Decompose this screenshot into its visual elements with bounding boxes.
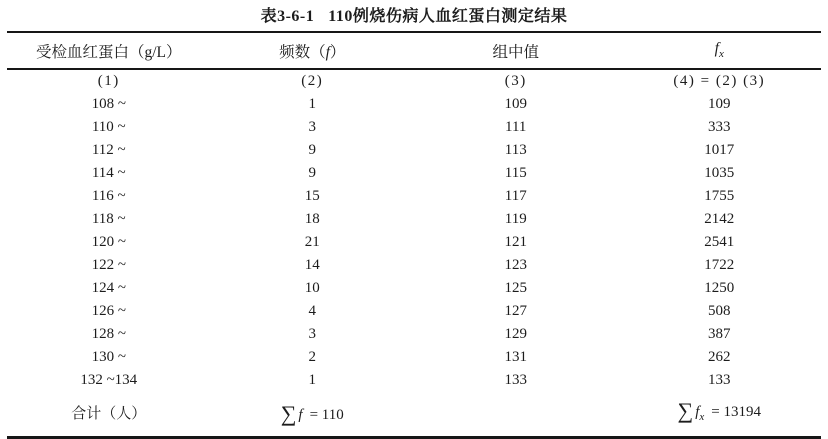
cell-range: 118 ~ xyxy=(91,211,126,227)
col-header-fx xyxy=(618,32,822,69)
table-row xyxy=(7,208,821,231)
cell-midpoint: 111 xyxy=(505,119,527,135)
cell-midpoint: 119 xyxy=(504,211,527,227)
total-midpoint-empty xyxy=(414,392,618,438)
cell-range: 110 ~ xyxy=(91,119,126,135)
cell-midpoint: 127 xyxy=(504,303,527,319)
cell-midpoint: 113 xyxy=(504,142,527,158)
sigma-symbol: ∑ xyxy=(280,400,297,426)
cell-midpoint: 129 xyxy=(504,326,527,342)
cell-fx: 1035 xyxy=(704,165,735,181)
cell-frequency: 1 xyxy=(308,372,316,388)
cell-frequency: 21 xyxy=(304,234,320,250)
table-row xyxy=(7,369,821,392)
cell-midpoint: 125 xyxy=(504,280,527,296)
total-label: 合计（人） xyxy=(71,405,147,422)
total-f-var: f xyxy=(298,406,303,423)
cell-range: 132 ~134 xyxy=(80,372,138,388)
cell-frequency: 9 xyxy=(308,165,316,181)
cell-midpoint: 109 xyxy=(504,96,527,112)
cell-range: 122 ~ xyxy=(91,257,126,273)
cell-midpoint: 115 xyxy=(504,165,527,181)
cell-fx: 2541 xyxy=(704,234,735,250)
cell-frequency: 3 xyxy=(308,119,316,135)
cell-range: 116 ~ xyxy=(91,188,126,204)
cell-midpoint: 123 xyxy=(504,257,527,273)
cell-frequency: 1 xyxy=(308,96,316,112)
cell-fx: 1250 xyxy=(704,280,735,296)
total-row xyxy=(7,392,821,438)
total-section xyxy=(7,392,821,438)
cell-frequency: 10 xyxy=(304,280,320,296)
cell-frequency: 9 xyxy=(308,142,316,158)
total-frequency xyxy=(211,392,415,438)
cell-fx: 1755 xyxy=(704,188,735,204)
table-row xyxy=(7,139,821,162)
total-fx xyxy=(618,392,822,438)
sigma-symbol: ∑ xyxy=(677,398,694,423)
cell-frequency: 4 xyxy=(308,303,316,319)
numbering-cell-1: (1) xyxy=(97,73,120,89)
cell-range: 112 ~ xyxy=(91,142,126,158)
cell-fx: 387 xyxy=(708,326,731,342)
total-fx-var: f xyxy=(695,404,700,420)
cell-fx: 1722 xyxy=(704,257,735,273)
cell-frequency: 15 xyxy=(304,188,320,204)
cell-frequency: 2 xyxy=(308,349,316,365)
table-title-number: 表3-6-1 xyxy=(260,8,315,25)
table-header xyxy=(7,32,821,69)
cell-midpoint: 117 xyxy=(504,188,527,204)
col-header-hemoglobin: 受检血红蛋白（g/L） xyxy=(7,32,211,69)
col-header-midpoint: 组中值 xyxy=(414,32,618,69)
cell-range: 120 ~ xyxy=(91,234,126,250)
table-row xyxy=(7,116,821,139)
table-row xyxy=(7,300,821,323)
frequency-header-prefix: 频数（ xyxy=(279,43,326,61)
cell-frequency: 3 xyxy=(308,326,316,342)
table-row xyxy=(7,162,821,185)
fx-symbol-f: f xyxy=(714,40,719,58)
cell-fx: 109 xyxy=(708,96,731,112)
cell-range: 126 ~ xyxy=(91,303,126,319)
table-row xyxy=(7,323,821,346)
cell-frequency: 18 xyxy=(304,211,320,227)
data-table xyxy=(7,31,821,439)
cell-range: 124 ~ xyxy=(91,280,126,296)
numbering-row xyxy=(7,69,821,93)
total-fx-sub-x: x xyxy=(699,411,705,423)
cell-fx: 2142 xyxy=(704,211,735,227)
col-header-frequency xyxy=(211,32,415,69)
cell-fx: 508 xyxy=(708,303,731,319)
numbering-cell-2: (2) xyxy=(301,73,324,89)
fx-symbol-sub-x: x xyxy=(718,48,724,61)
cell-range: 130 ~ xyxy=(91,349,126,365)
table-row xyxy=(7,346,821,369)
table-row xyxy=(7,277,821,300)
table-row xyxy=(7,254,821,277)
cell-midpoint: 121 xyxy=(504,234,527,250)
total-f-value: = 110 xyxy=(309,406,344,423)
cell-frequency: 14 xyxy=(304,257,320,273)
cell-range: 114 ~ xyxy=(91,165,126,181)
table-row xyxy=(7,185,821,208)
cell-range: 128 ~ xyxy=(91,326,126,342)
table-title-text: 110例烧伤病人血红蛋白测定结果 xyxy=(328,8,568,25)
header-row xyxy=(7,32,821,69)
cell-fx: 1017 xyxy=(704,142,735,158)
cell-fx: 333 xyxy=(708,119,731,135)
frequency-symbol-f: f xyxy=(325,43,330,61)
frequency-header-suffix: ） xyxy=(329,43,346,61)
total-fx-value: = 13194 xyxy=(711,404,761,420)
table-body xyxy=(7,93,821,392)
table-title xyxy=(7,5,821,31)
numbering-cell-4: (4) = (2) (3) xyxy=(673,73,766,89)
cell-range: 108 ~ xyxy=(91,96,126,112)
numbering-section xyxy=(7,69,821,93)
table-row xyxy=(7,231,821,254)
cell-fx: 262 xyxy=(708,349,731,365)
cell-midpoint: 133 xyxy=(504,372,527,388)
cell-midpoint: 131 xyxy=(504,349,527,365)
numbering-cell-3: (3) xyxy=(504,73,527,89)
table-row xyxy=(7,93,821,116)
cell-fx: 133 xyxy=(708,372,731,388)
